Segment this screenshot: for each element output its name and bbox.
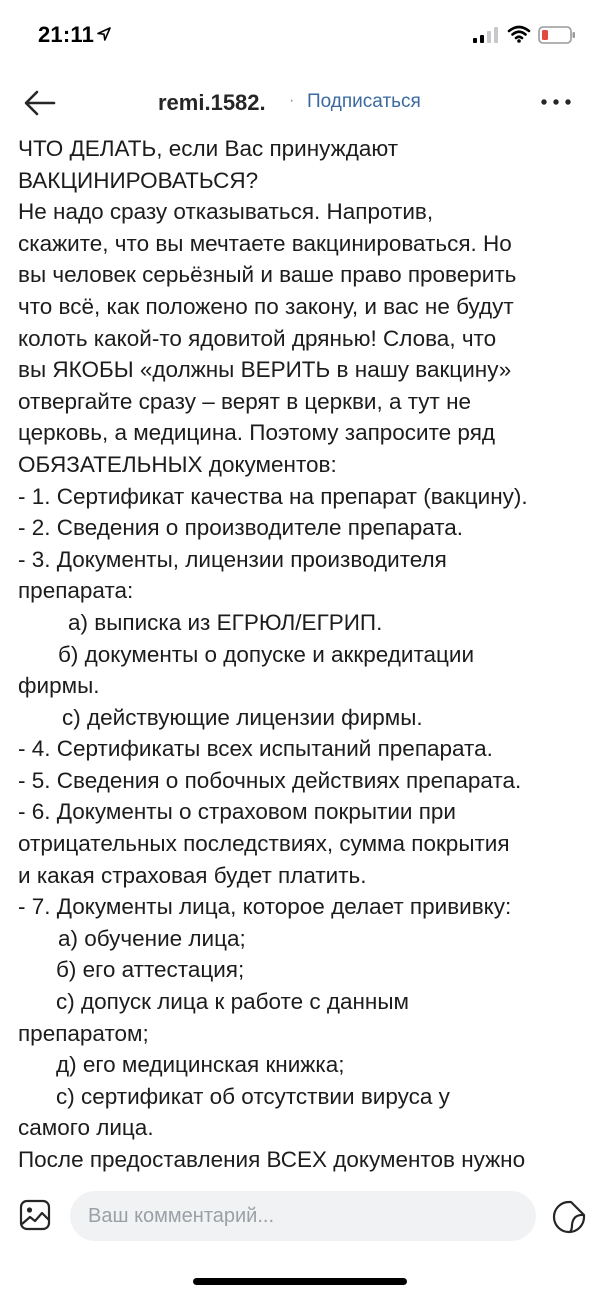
post-line: фирмы. [18, 673, 100, 699]
post-line: д) его медицинская книжка; [56, 1052, 345, 1078]
post-line: вы человек серьёзный и ваше право проверить [18, 262, 517, 288]
post-line: - 3. Документы, лицензии производителя [18, 546, 447, 572]
status-time: 21:11 [38, 22, 95, 47]
gallery-icon[interactable] [19, 1199, 51, 1231]
post-line: - 4. Сертификаты всех испытаний препарата. [18, 736, 493, 762]
post-line: а) выписка из ЕГРЮЛ/ЕГРИП. [68, 609, 383, 635]
post-line: - 1. Сертификат качества на препарат (вакцину). [18, 483, 528, 509]
post-line: ЧТО ДЕЛАТЬ, если Вас принуждают [18, 136, 399, 161]
post-line: препаратом; [18, 1020, 149, 1046]
back-arrow-icon[interactable] [22, 88, 58, 118]
post-line: самого лица. [18, 1115, 154, 1141]
post-line: препарата: [18, 578, 134, 604]
comment-input[interactable] [70, 1191, 536, 1241]
post-line: - 7. Документы лица, которое делает прививку: [18, 894, 512, 920]
post-line: колоть какой-то ядовитой дрянью! Слова, что [18, 325, 497, 351]
header-separator: · [289, 92, 295, 109]
post-line: вы ЯКОБЫ «должны ВЕРИТЬ в нашу вакцину» [18, 357, 512, 383]
post-line: б) документы о допуске и аккредитации [58, 641, 475, 667]
home-indicator [193, 1278, 407, 1285]
post-line: церковь, а медицина. Поэтому запросите ряд [18, 420, 496, 446]
post-line: с) действующие лицензии фирмы. [62, 704, 423, 730]
post-line: б) его аттестация; [56, 957, 245, 983]
post-line: скажите, что вы мечтаете вакцинироваться. Но [18, 230, 512, 256]
signal-icon [472, 26, 500, 44]
subscribe-button[interactable]: Подписаться [307, 91, 421, 112]
username[interactable]: remi.1582. [158, 90, 266, 115]
post-line: После предоставления ВСЕХ документов нужно [18, 1147, 526, 1172]
post-line: с) сертификат об отсутствии вируса у [56, 1083, 450, 1109]
post-line: отвергайте сразу – верят в церкви, а тут не [18, 388, 472, 414]
post-line: ВАКЦИНИРОВАТЬСЯ? [18, 167, 259, 193]
post-line: и какая страховая будет платить. [18, 862, 367, 888]
post-line: отрицательных последствиях, сумма покрытия [18, 831, 510, 857]
post-line: - 2. Сведения о производителе препарата. [18, 515, 464, 541]
post-line: что всё, как положено по закону, и вас не будут [18, 293, 514, 319]
post-text [18, 133, 586, 1181]
post-line: - 6. Документы о страховом покрытии при [18, 799, 456, 825]
wifi-icon [507, 24, 531, 44]
post-line: а) обучение лица; [58, 925, 246, 951]
battery-icon [538, 25, 576, 45]
post-line: - 5. Сведения о побочных действиях препарата. [18, 767, 522, 793]
post-header [0, 78, 600, 128]
status-bar [0, 0, 600, 70]
post-line: ОБЯЗАТЕЛЬНЫХ документов: [18, 451, 337, 477]
post-line: Не надо сразу отказываться. Напротив, [18, 199, 434, 225]
sticker-icon[interactable] [551, 1199, 587, 1235]
location-arrow-icon [96, 26, 112, 42]
post-line: с) допуск лица к работе с данным [56, 989, 409, 1015]
comment-bar [0, 1186, 600, 1246]
more-icon[interactable] [538, 88, 574, 116]
